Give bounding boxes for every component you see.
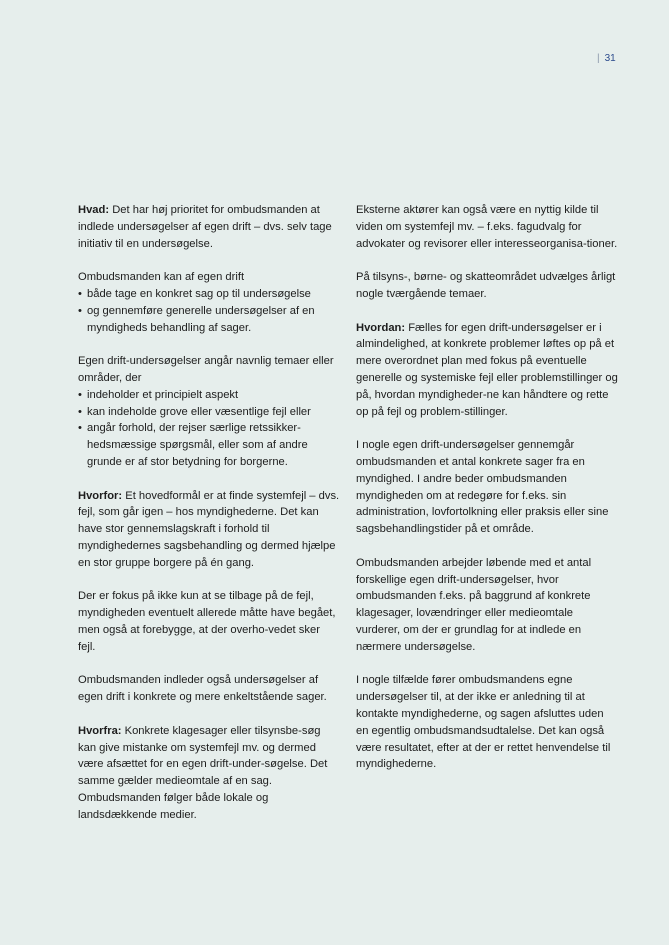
- left-column: [78, 202, 340, 840]
- tilfaelde-paragraph: I nogle tilfælde fører ombudsmandens egne undersøgelser til, at der ikke er anledning til at kontakte myndighederne, og sagen afsluttes uden en egentlig ombudsmandsudtalelse. Det kan også være resultatet, efter at der er rettet henvendelse til myndighederne.: [356, 674, 611, 771]
- hvorfor-text: Et hovedformål er at finde systemfejl – dvs. fejl, som går igen – hos myndighederne. Det kan have stor gennemslagskraft i forhold til myndighedernes sagsbehandling og dermed hjælpe en stor gruppe borgere på én gang.: [78, 489, 340, 569]
- hvordan-lead: Hvordan:: [356, 321, 406, 334]
- fokus-paragraph: Der er fokus på ikke kun at se tilbage på de fejl, myndigheden eventuelt allerede måtte have begået, men også at forebygge, at der overho-vedet sker fejl.: [78, 590, 336, 653]
- hvorfor-paragraph: [78, 488, 340, 572]
- eksterne-paragraph: Eksterne aktører kan også være en nyttig kilde til viden om systemfejl mv. – f.eks. fagudvalg for advokater og revisorer eller interesseorganisa-tioner.: [356, 204, 618, 250]
- list2-item: • indeholder et principielt aspekt: [78, 387, 340, 404]
- page-number: [597, 53, 616, 64]
- hvorfra-paragraph: [78, 723, 340, 824]
- arbejder-paragraph: Ombudsmanden arbejder løbende med et antal forskellige egen drift-undersøgelser, hvor ombudsmanden f.eks. på baggrund af konkrete klagesager, lovændringer eller medieomtale vurderer, om der er grundlag for at indlede en nærmere undersøgelse.: [356, 556, 592, 653]
- right-column: [356, 202, 618, 790]
- hvordan-paragraph: [356, 320, 618, 421]
- tilsyn-paragraph: På tilsyns-, børne- og skatteområdet udvælges årligt nogle tværgående temaer.: [356, 271, 616, 300]
- indleder-paragraph: Ombudsmanden indleder også undersøgelser af egen drift i konkrete og mere enkeltstående sager.: [78, 674, 327, 704]
- list1-intro: Ombudsmanden kan af egen drift: [78, 271, 245, 284]
- nogle-paragraph: I nogle egen drift-undersøgelser gennemgår ombudsmanden et antal konkrete sager fra en myndighed. I andre beder ombudsmanden myndigheden om at redegøre for f.eks. sin administration, lovfortolkning eller praksis eller sine sagsbehandlingstider på et område.: [356, 439, 609, 536]
- hvad-text: Det har høj prioritet for ombudsmanden at indlede undersøgelser af egen drift – dvs. selv tage initiativ til en undersøgelse.: [78, 204, 332, 250]
- page-number-value: 31: [604, 53, 616, 64]
- list1-item: • og gennemføre generelle undersøgelser af en myndigheds behandling af sager.: [78, 303, 340, 337]
- hvorfor-lead: Hvorfor:: [78, 489, 123, 502]
- hvad-paragraph: [78, 202, 340, 252]
- hvorfra-lead: Hvorfra:: [78, 724, 122, 737]
- hvad-lead: Hvad:: [78, 204, 110, 216]
- list2: [78, 387, 340, 471]
- list1-item: • både tage en konkret sag op til undersøgelse: [78, 286, 340, 303]
- hvordan-text: Fælles for egen drift-undersøgelser er i almindelighed, at konkrete problemer løftes op på et mere overordnet plan med fokus på eventuelle generelle og systemiske fejl eller problemstillinger og på, hvordan myndigheder-ne kan håndtere og rette op på fejl og problem-stillinger.: [356, 321, 618, 418]
- hvorfra-text: Konkrete klagesager eller tilsynsbe-søg kan give mistanke om systemfejl mv. og dermed være afsættet for en egen drift-under-søgelse. Det samme gælder medieomtale af en sag. Ombudsmanden følger både lokale og landsdækkende medier.: [78, 724, 328, 821]
- page-number-divider: |: [597, 53, 600, 64]
- list1: [78, 286, 340, 336]
- list2-intro: Egen drift-undersøgelser angår navnlig temaer eller områder, der: [78, 355, 334, 384]
- list2-item: • kan indeholde grove eller væsentlige fejl eller: [78, 404, 340, 421]
- list2-item: • angår forhold, der rejser særlige retssikker-hedsmæssige spørgsmål, eller som af andre grunde er af stor betydning for borgerne.: [78, 420, 340, 470]
